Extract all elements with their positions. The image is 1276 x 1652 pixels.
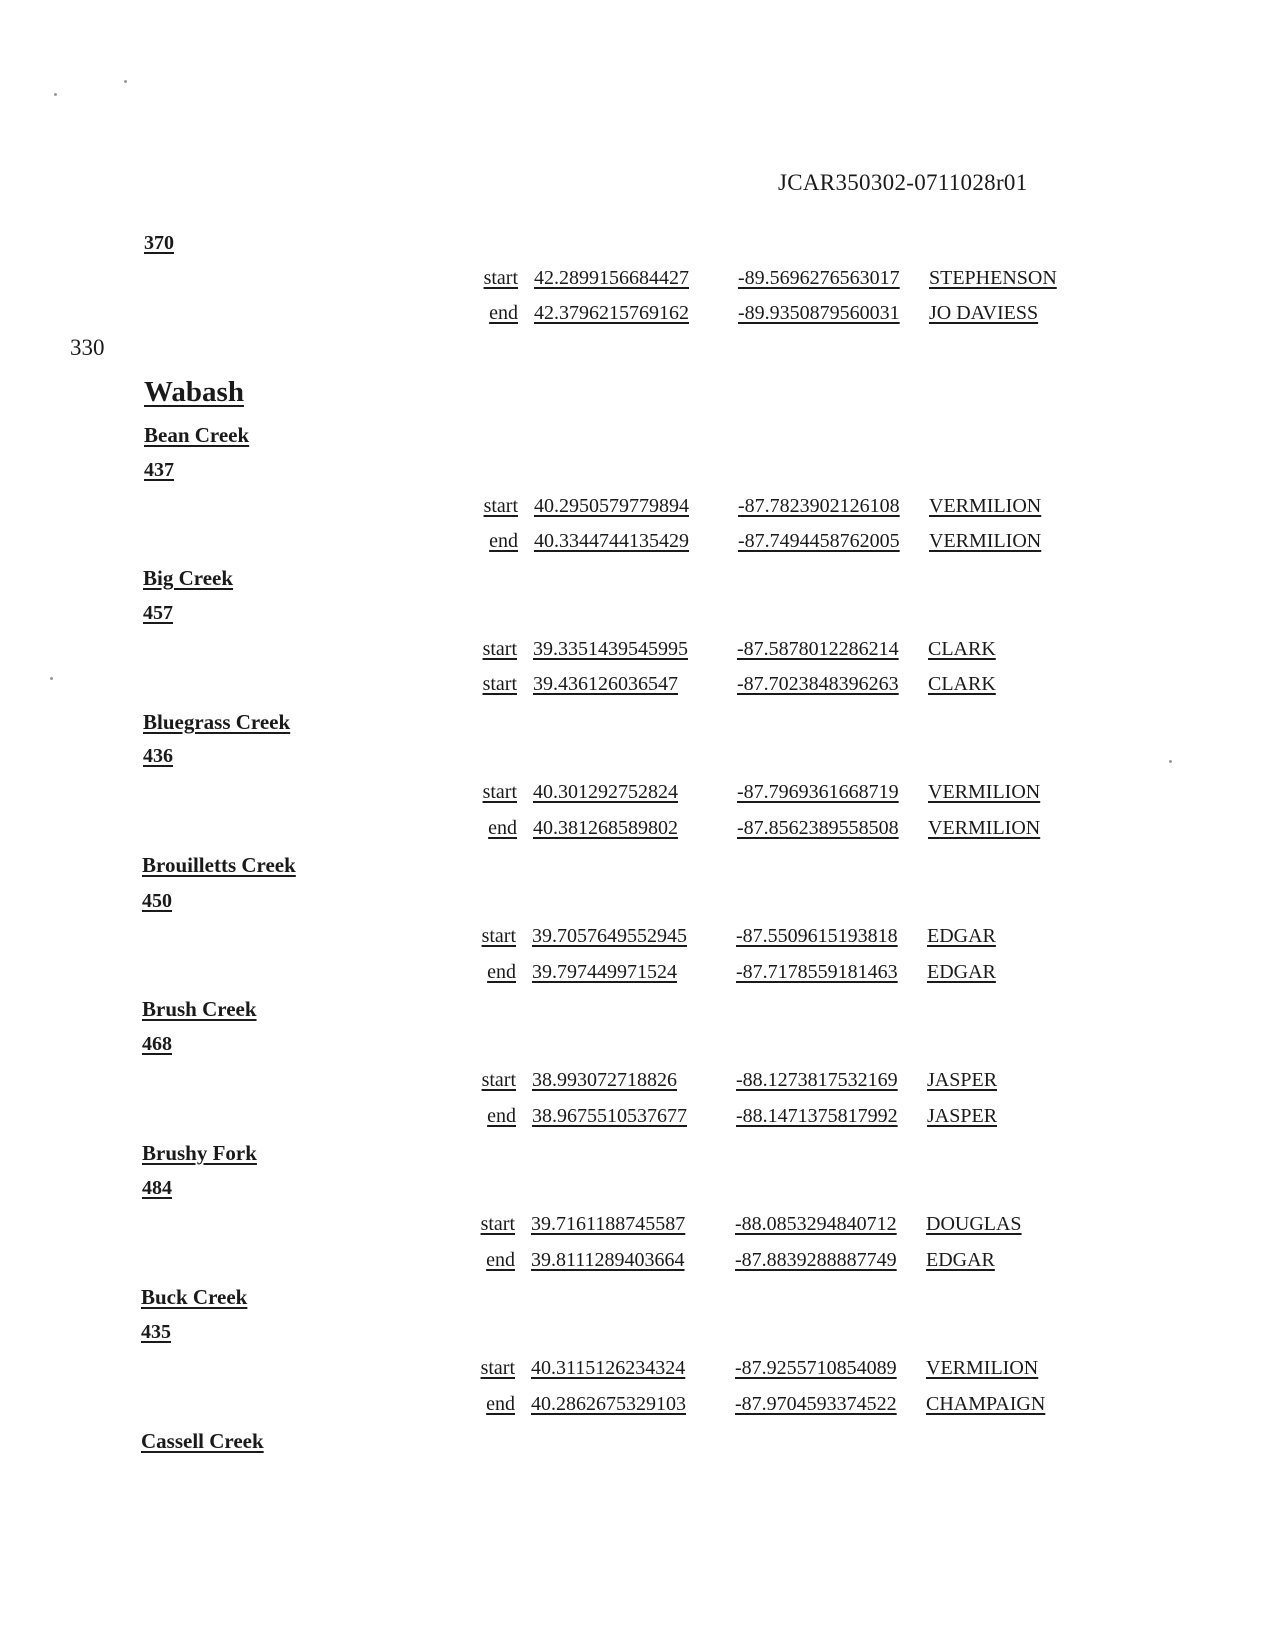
latitude: 38.9675510537677 <box>532 1105 687 1127</box>
latitude: 39.3351439545995 <box>533 638 688 660</box>
coord-type: start <box>480 1213 515 1235</box>
latitude: 38.993072718826 <box>532 1069 677 1091</box>
county: JASPER <box>927 1105 998 1127</box>
stream-name: Brouilletts Creek <box>142 853 296 877</box>
longitude: -87.8562389558508 <box>737 817 899 839</box>
latitude: 39.8111289403664 <box>531 1249 685 1271</box>
longitude: -87.8839288887749 <box>735 1249 897 1271</box>
latitude: 39.797449971524 <box>532 961 677 983</box>
stream-name: Big Creek <box>143 566 234 590</box>
latitude: 40.3115126234324 <box>531 1357 686 1379</box>
coord-type: end <box>487 1105 516 1127</box>
latitude: 42.3796215769162 <box>534 302 689 324</box>
county: STEPHENSON <box>929 267 1057 289</box>
county: VERMILION <box>926 1357 1039 1379</box>
stream-name: Brush Creek <box>142 997 257 1021</box>
coord-type: start <box>480 1357 515 1379</box>
county: VERMILION <box>929 530 1042 552</box>
county: EDGAR <box>926 1249 995 1271</box>
latitude: 39.436126036547 <box>533 673 678 695</box>
coord-type: end <box>487 961 516 983</box>
stream-name: Bean Creek <box>144 423 250 447</box>
longitude: -87.5878012286214 <box>737 638 899 660</box>
longitude: -87.7178559181463 <box>736 961 898 983</box>
county: VERMILION <box>928 817 1041 839</box>
stream-name: Bluegrass Creek <box>143 710 291 734</box>
stream-name: Buck Creek <box>141 1285 248 1309</box>
county: JO DAVIESS <box>929 302 1039 324</box>
county: JASPER <box>927 1069 998 1091</box>
longitude: -87.7969361668719 <box>737 781 899 803</box>
latitude: 39.7161188745587 <box>531 1213 686 1235</box>
coord-type: end <box>488 817 517 839</box>
coord-type: start <box>483 267 518 289</box>
county: CHAMPAIGN <box>926 1393 1046 1415</box>
county: CLARK <box>928 638 996 660</box>
longitude: -89.5696276563017 <box>738 267 900 289</box>
stream-code: 450 <box>142 890 172 912</box>
latitude: 40.3344744135429 <box>534 530 689 552</box>
latitude: 40.381268589802 <box>533 817 678 839</box>
county: EDGAR <box>927 961 996 983</box>
longitude: -88.1471375817992 <box>736 1105 898 1127</box>
coord-type: start <box>483 495 518 517</box>
stream-code: 468 <box>142 1033 172 1055</box>
county: VERMILION <box>928 781 1041 803</box>
county: DOUGLAS <box>926 1213 1022 1235</box>
coord-type: start <box>481 925 516 947</box>
longitude: -89.9350879560031 <box>738 302 900 324</box>
document-id: JCAR350302-0711028r01 <box>778 170 1028 195</box>
longitude: -87.9255710854089 <box>735 1357 897 1379</box>
coord-type: end <box>486 1393 515 1415</box>
stream-code: 435 <box>141 1321 171 1343</box>
coord-type: end <box>489 302 518 324</box>
coord-type: start <box>481 1069 516 1091</box>
section-heading: Wabash <box>144 376 244 408</box>
latitude: 39.7057649552945 <box>532 925 687 947</box>
longitude: -87.5509615193818 <box>736 925 898 947</box>
line-number: 330 <box>70 335 105 360</box>
coord-type: end <box>486 1249 515 1271</box>
longitude: -87.7823902126108 <box>738 495 900 517</box>
coord-type: start <box>482 673 517 695</box>
stream-code: 484 <box>142 1177 172 1199</box>
longitude: -87.7494458762005 <box>738 530 900 552</box>
stream-name: Brushy Fork <box>142 1141 257 1165</box>
county: EDGAR <box>927 925 996 947</box>
county: CLARK <box>928 673 996 695</box>
longitude: -87.7023848396263 <box>737 673 899 695</box>
stream-name: Cassell Creek <box>141 1429 264 1453</box>
longitude: -88.0853294840712 <box>735 1213 897 1235</box>
latitude: 40.2862675329103 <box>531 1393 686 1415</box>
latitude: 42.2899156684427 <box>534 267 689 289</box>
latitude: 40.301292752824 <box>533 781 678 803</box>
coord-type: start <box>482 638 517 660</box>
county: VERMILION <box>929 495 1042 517</box>
stream-code: 457 <box>143 602 173 624</box>
coord-type: start <box>482 781 517 803</box>
stream-code: 437 <box>144 459 174 481</box>
coord-type: end <box>489 530 518 552</box>
carryover-code: 370 <box>144 232 174 254</box>
latitude: 40.2950579779894 <box>534 495 689 517</box>
stream-code: 436 <box>143 745 173 767</box>
longitude: -88.1273817532169 <box>736 1069 898 1091</box>
longitude: -87.9704593374522 <box>735 1393 897 1415</box>
